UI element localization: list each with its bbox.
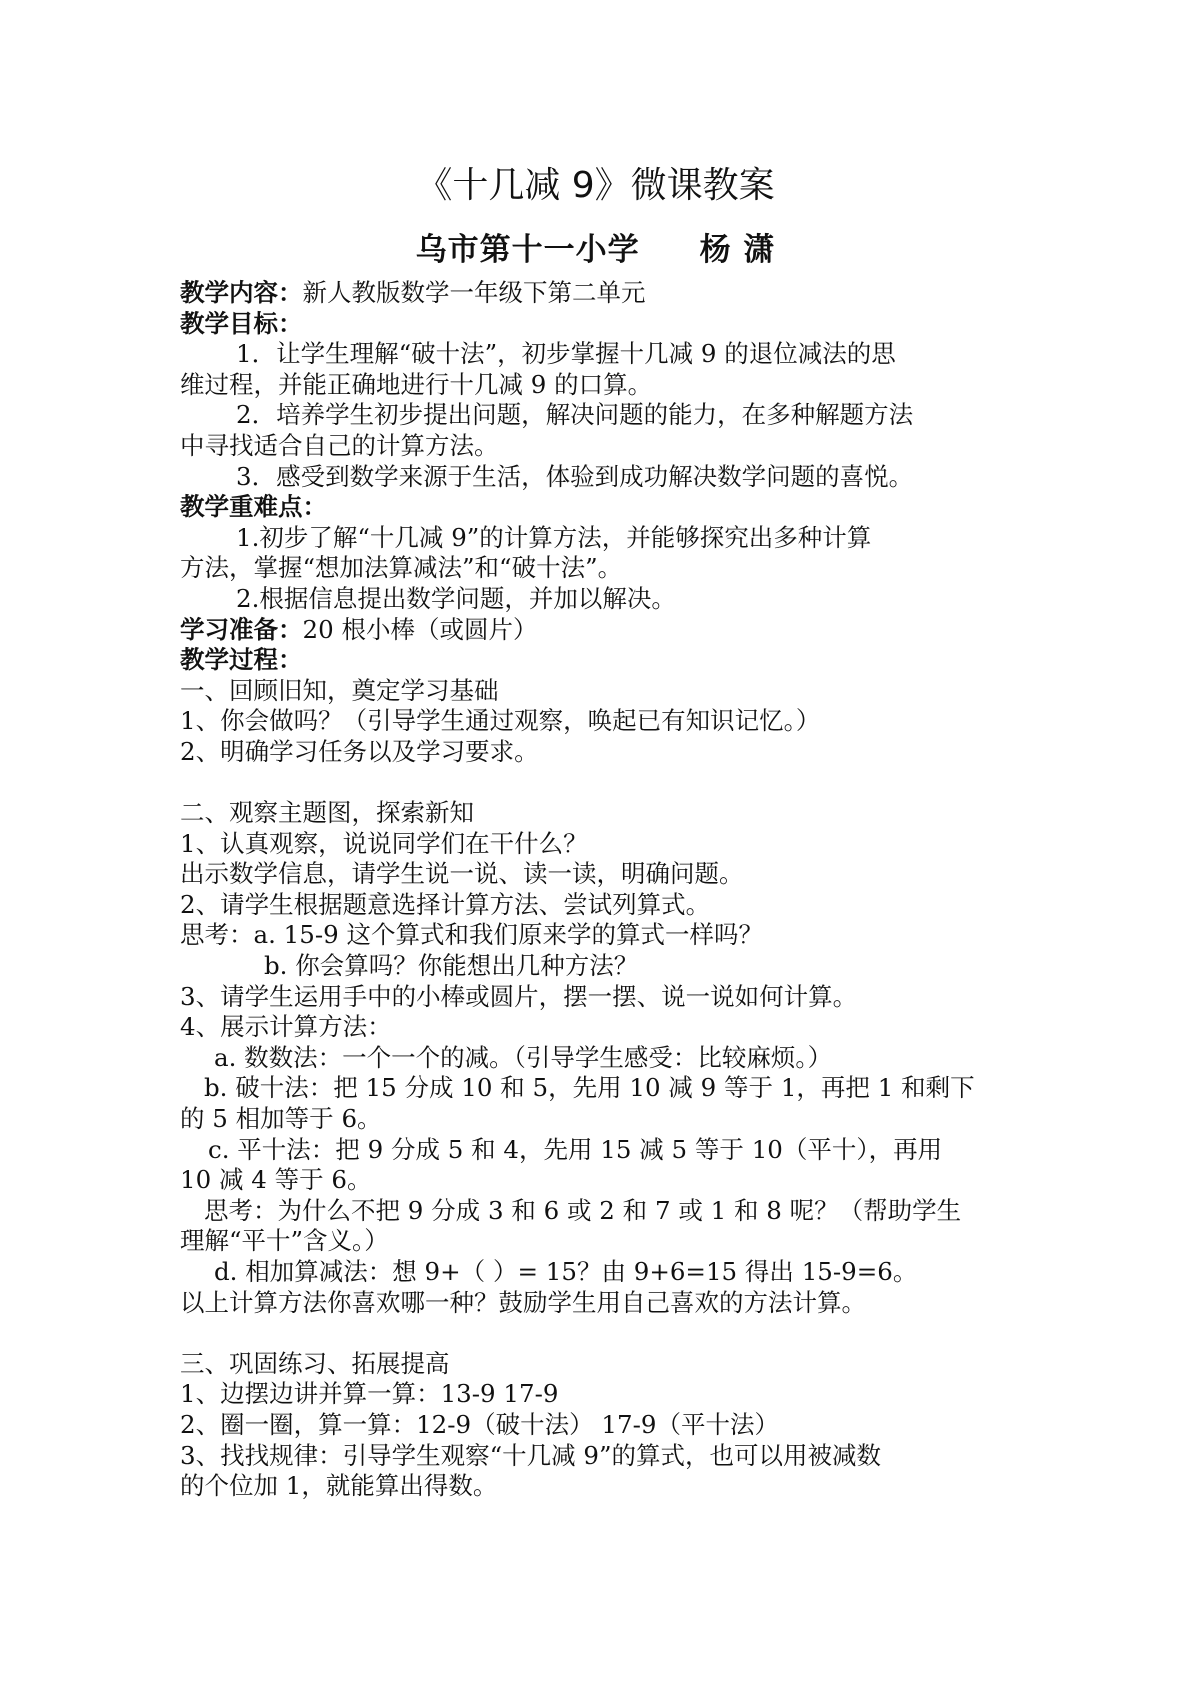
section-2-step-1-note: 出示数学信息，请学生说一说、读一读，明确问题。 xyxy=(180,859,744,889)
method-b-line-1: b. 破十法：把 15 分成 10 和 5，先用 10 减 9 等于 1，再把 1 和剩下 xyxy=(204,1073,975,1103)
author-line xyxy=(0,230,1191,270)
section-2-step-2: 2、请学生根据题意选择计算方法、尝试列算式。 xyxy=(180,889,711,919)
spacer xyxy=(180,768,1020,799)
objective-2-line-1: 2．培养学生初步提出问题，解决问题的能力，在多种解题方法 xyxy=(236,400,914,430)
objective-3: 3．感受到数学来源于生活，体验到成功解决数学问题的喜悦。 xyxy=(236,461,914,491)
key-point-1-line-1: 1.初步了解“十几减 9”的计算方法，并能够探究出多种计算 xyxy=(236,522,872,552)
document-title: 《十几减 9》微课教案 xyxy=(416,165,775,206)
process-heading: 教学过程： xyxy=(180,645,303,675)
section-2-think-a: 思考：a. 15-9 这个算式和我们原来学的算式一样吗？ xyxy=(180,920,764,950)
key-point-2: 2.根据信息提出数学问题，并加以解决。 xyxy=(236,583,676,613)
preparation-text: 20 根小棒（或圆片） xyxy=(302,614,538,644)
preparation-label: 学习准备： xyxy=(180,614,303,644)
section-3-heading: 三、巩固练习、拓展提高 xyxy=(180,1348,450,1378)
section-2-step-3: 3、请学生运用手中的小棒或圆片，摆一摆、说一说如何计算。 xyxy=(180,981,858,1011)
method-c-line-1: c. 平十法：把 9 分成 5 和 4，先用 15 减 5 等于 10（平十），再用 xyxy=(208,1134,943,1164)
section-2-heading: 二、观察主题图，探索新知 xyxy=(180,798,474,828)
spacer xyxy=(180,1318,1020,1349)
section-3-step-3-line-1: 3、找找规律：引导学生观察“十几减 9”的算式，也可以用被减数 xyxy=(180,1440,882,1470)
objective-2-line-2: 中寻找适合自己的计算方法。 xyxy=(180,430,499,460)
preparation-line xyxy=(180,615,1020,646)
section-2-step-4: 4、展示计算方法： xyxy=(180,1012,392,1042)
teaching-content-label: 教学内容： xyxy=(180,278,303,307)
section-2-think-b: b. 你会算吗？你能想出几种方法？ xyxy=(264,951,639,981)
key-point-1-line-2: 方法，掌握“想加法算减法”和“破十法”。 xyxy=(180,553,623,583)
section-3-step-2: 2、圈一圈，算一算：12-9（破十法） 17-9（平十法） xyxy=(180,1409,779,1439)
author-name: 杨 潇 xyxy=(699,232,776,268)
section-3-step-1: 1、边摆边讲并算一算：13-9 17-9 xyxy=(180,1379,559,1409)
method-a: a. 数数法：一个一个的减。（引导学生感受：比较麻烦。） xyxy=(214,1042,833,1072)
key-points-heading: 教学重难点： xyxy=(180,492,327,522)
objective-1-line-1: 1．让学生理解“破十法”，初步掌握十几减 9 的退位减法的思 xyxy=(236,339,896,369)
objectives-heading: 教学目标： xyxy=(180,308,303,338)
method-d: d. 相加算减法：想 9+（ ）= 15？由 9+6=15 得出 15-9=6。 xyxy=(214,1257,918,1286)
method-b-line-2: 的 5 相加等于 6。 xyxy=(180,1104,382,1134)
teaching-content-line xyxy=(180,278,1020,309)
teaching-content-text: 新人教版数学一年级下第二单元 xyxy=(302,278,646,307)
section-2-summary: 以上计算方法你喜欢哪一种？鼓励学生用自己喜欢的方法计算。 xyxy=(180,1287,866,1317)
section-1-step-1: 1、你会做吗？（引导学生通过观察，唤起已有知识记忆。） xyxy=(180,706,821,736)
objective-1-line-2: 维过程，并能正确地进行十几减 9 的口算。 xyxy=(180,369,653,399)
section-2-step-1: 1、认真观察，说说同学们在干什么？ xyxy=(180,828,588,858)
section-1-step-2: 2、明确学习任务以及学习要求。 xyxy=(180,736,539,766)
think-c-line-1: 思考：为什么不把 9 分成 3 和 6 或 2 和 7 或 1 和 8 呢？（帮助学生 xyxy=(204,1195,962,1225)
school-name: 乌市第十一小学 xyxy=(415,232,640,268)
think-c-line-2: 理解“平十”含义。） xyxy=(180,1226,389,1256)
method-c-line-2: 10 减 4 等于 6。 xyxy=(180,1165,372,1195)
section-3-step-3-line-2: 的个位加 1，就能算出得数。 xyxy=(180,1471,498,1501)
document-body xyxy=(180,278,1020,1502)
section-1-heading: 一、回顾旧知，奠定学习基础 xyxy=(180,675,499,705)
